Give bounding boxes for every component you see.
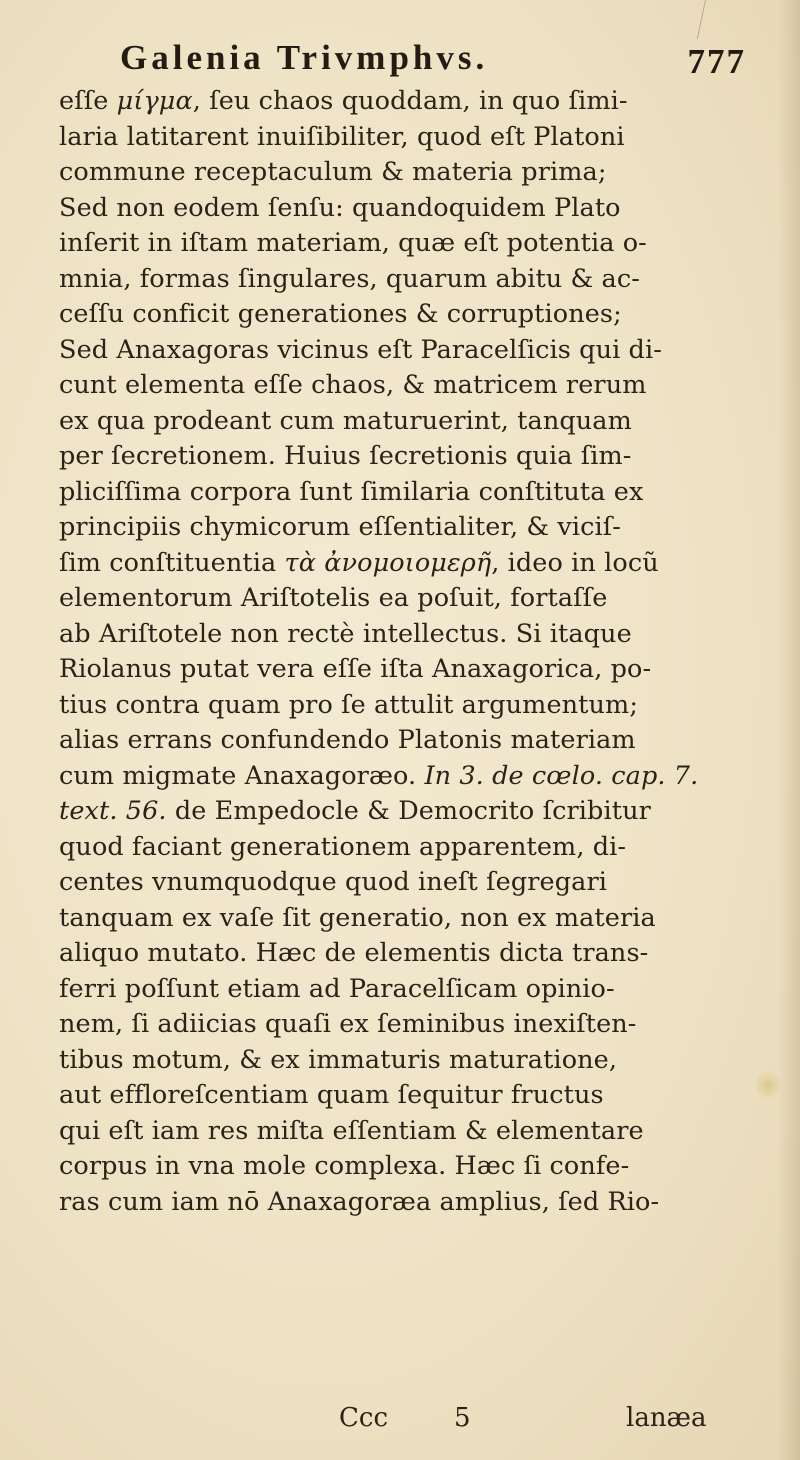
text-segment: inſerit in iſtam materiam, quæ eſt potentia o- — [59, 228, 647, 258]
text-segment: alias errans confundendo Platonis materiam — [59, 725, 636, 755]
text-line — [59, 1114, 749, 1150]
text-line — [59, 1149, 749, 1185]
text-segment: pliciſſima corpora ſunt ſimilaria conſtituta ex — [59, 476, 644, 507]
italic-segment: τὰ ἀνομοιομερῆ — [284, 547, 492, 578]
text-line — [59, 581, 749, 617]
text-segment: ferri poſſunt etiam ad Paracelſicam opinio- — [59, 973, 615, 1004]
text-line — [59, 830, 749, 866]
text-line — [59, 901, 749, 937]
signature-number: 5 — [454, 1403, 471, 1433]
text-segment: elementorum Ariſtotelis ea poſuit, fortaſſe — [59, 583, 608, 613]
text-segment: tius contra quam pro ſe attulit argumentum; — [59, 689, 639, 720]
text-segment: Riolanus putat vera eſſe iſta Anaxagorica, po- — [59, 654, 652, 684]
text-line — [59, 1043, 749, 1079]
text-line — [59, 475, 749, 511]
text-segment: ceſſu conficit generationes & corruptiones; — [59, 299, 622, 329]
text-line — [59, 155, 749, 191]
text-line — [59, 1185, 749, 1221]
text-segment: ex qua prodeant cum maturuerint, tanquam — [59, 405, 632, 436]
signature-mark: Ccc — [339, 1403, 389, 1433]
text-line — [59, 972, 749, 1008]
text-line — [59, 1007, 749, 1043]
text-line — [59, 617, 749, 653]
text-line — [59, 404, 749, 440]
paper-stain — [755, 1070, 781, 1100]
text-line — [59, 652, 749, 688]
text-segment: tanquam ex vaſe ſit generatio, non ex materia — [59, 902, 656, 933]
text-line — [59, 794, 749, 830]
text-segment: tibus motum, & ex immaturis maturatione, — [59, 1044, 618, 1075]
text-segment: ras cum iam nō Anaxagoræa amplius, ſed Rio- — [59, 1186, 660, 1217]
text-line — [59, 368, 749, 404]
text-line — [59, 262, 749, 298]
text-segment: aut efflorеſcentiam quam ſequitur fructus — [59, 1080, 604, 1110]
text-segment: per ſecretionem. Huius ſecretionis quia ſim- — [59, 441, 632, 471]
text-line — [59, 546, 749, 582]
text-segment: centes vnumquodque quod ineſt ſegregari — [59, 867, 608, 897]
text-segment: ab Ariſtotele non rectè intellectus. Si itaque — [59, 618, 632, 649]
text-segment: principiis chymicorum eſſentialiter, & vicіſ- — [59, 512, 622, 542]
text-line — [59, 226, 749, 262]
text-segment: de Empedocle & Democrito ſcribitur — [166, 796, 651, 826]
text-segment: cum migmate Anaxagoræo. — [59, 760, 425, 791]
text-segment: Sed non eodem ſenſu: quandoquidem Plato — [59, 192, 621, 223]
italic-segment: text. 56. — [59, 796, 167, 826]
text-line — [59, 191, 749, 227]
signature-line — [59, 1400, 759, 1436]
text-segment: qui eſt iam res miſta eſſentiam & elementare — [59, 1115, 644, 1146]
text-segment: aliquo mutato. Hæc de elementis dicta trans- — [59, 938, 649, 968]
text-segment: , ideo in locũ — [491, 547, 659, 578]
text-segment: cunt elementa eſſe chaos, & matricem rerum — [59, 370, 647, 400]
text-line — [59, 759, 749, 795]
page-edge-shadow — [778, 0, 800, 1460]
text-line — [59, 333, 749, 369]
text-segment: quod faciant generationem apparentem, di- — [59, 831, 627, 862]
text-segment: , ſeu chaos quoddam, in quo ſimi- — [192, 86, 628, 116]
text-line — [59, 1078, 749, 1114]
running-head — [108, 38, 768, 81]
text-line — [59, 120, 749, 156]
text-line — [59, 439, 749, 475]
text-segment: commune receptaculum & materia prima; — [59, 157, 607, 187]
text-segment: Sed Anaxagoras vicinus eſt Paracelſicis qui di- — [59, 334, 662, 365]
catchword: lanæa — [626, 1403, 707, 1433]
page-number: 777 — [687, 42, 746, 81]
text-segment: corpus in vna mole complexa. Hæc ſi confe- — [59, 1151, 630, 1181]
text-segment: nem, ſi adiicias quaſi ex ſeminibus inexiſten- — [59, 1009, 637, 1039]
text-line — [59, 688, 749, 724]
text-line — [59, 297, 749, 333]
text-line — [59, 865, 749, 901]
body-text — [59, 84, 749, 1220]
text-segment: ſim conſtituentia — [59, 547, 285, 578]
text-line — [59, 723, 749, 759]
text-line — [59, 510, 749, 546]
text-segment: mnia, formas ſingulares, quarum abitu & ac- — [59, 263, 640, 294]
italic-segment: In 3. de cœlo. cap. 7. — [424, 760, 699, 791]
text-line — [59, 936, 749, 972]
text-line — [59, 84, 749, 120]
running-head-title: Galenia Trivmphvs. — [120, 38, 489, 77]
fold-mark — [697, 0, 706, 39]
text-segment: eſſe — [59, 86, 117, 116]
italic-segment: μίγμα — [116, 86, 193, 116]
text-segment: laria latitarent inuiſibiliter, quod eſt Platoni — [59, 121, 625, 152]
